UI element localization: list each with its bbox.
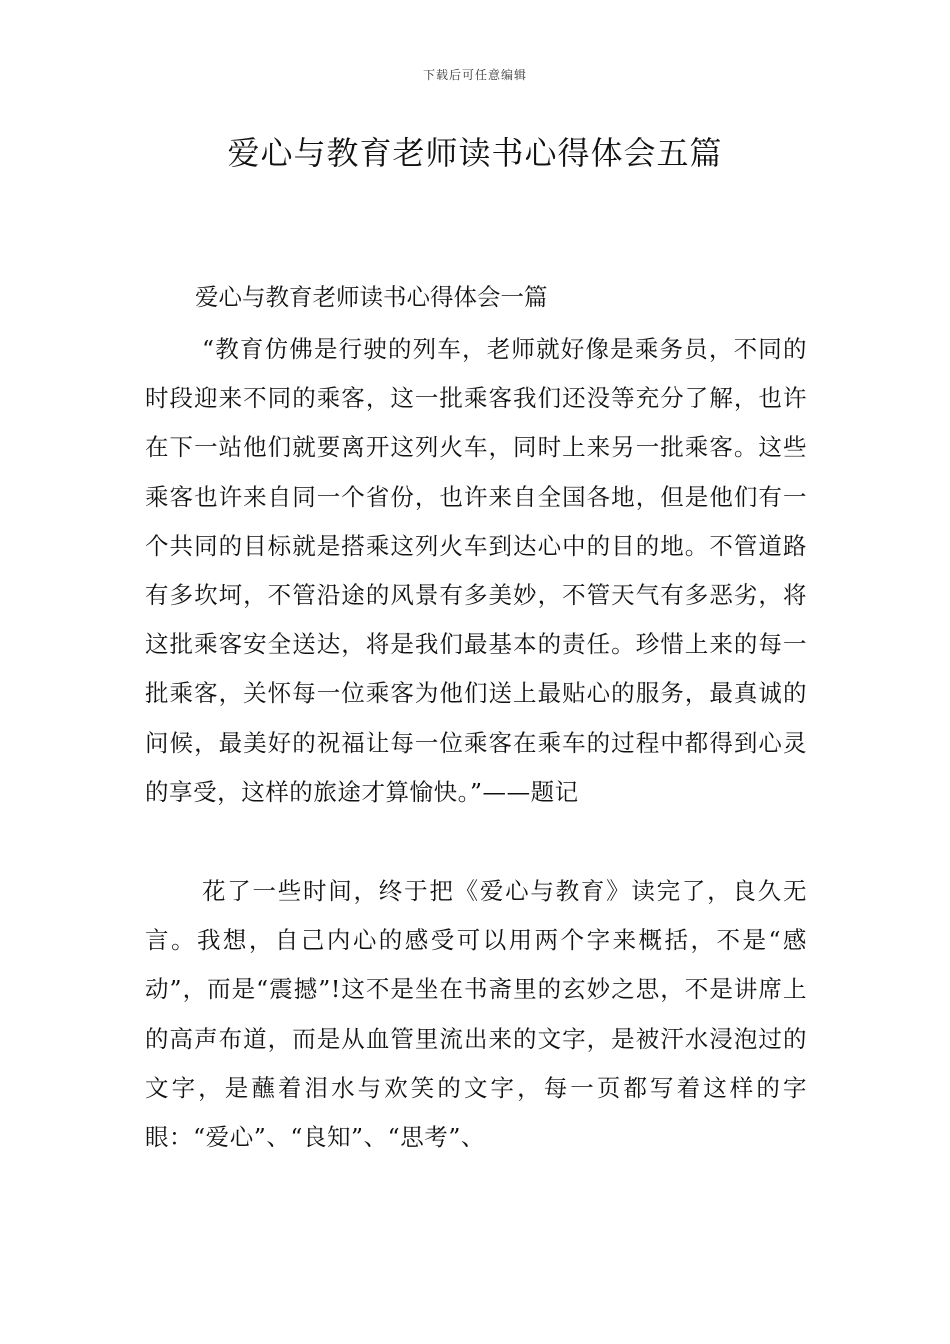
- section-heading: 爱心与教育老师读书心得体会一篇: [195, 283, 548, 311]
- paragraph-epigraph: “教育仿佛是行驶的列车，老师就好像是乘务员，不同的时段迎来不同的乘客，这一批乘客我们还没等充分了解，也许在下一站他们就要离开这列火车，同时上来另一批乘客。这些乘客也许来自同一个省份，也许来自全国各地，但是他们有一个共同的目标就是搭乘这列火车到达心中的目的地。不管道路有多坎坷，不管沿途的风景有多美妙，不管天气有多恶劣，将这批乘客安全送达，将是我们最基本的责任。珍惜上来的每一批乘客，关怀每一位乘客为他们送上最贴心的服务，最真诚的问候，最美好的祝福让每一位乘客在乘车的过程中都得到心灵的享受，这样的旅途才算愉快。”——题记: [145, 335, 807, 806]
- document-body: [145, 280, 807, 1162]
- document-title: 爱心与教育老师读书心得体会五篇: [227, 134, 723, 172]
- paragraph-reflection: 花了一些时间，终于把《爱心与教育》读完了，良久无言。我想，自己内心的感受可以用两个字来概括，不是“感动”，而是“震撼”!这不是坐在书斋里的玄妙之思，不是讲席上的高声布道，而是从血管里流出来的文字，是被汗水浸泡过的文字，是蘸着泪水与欢笑的文字，每一页都写着这样的字眼：“爱心”、“良知”、“思考”、: [145, 877, 807, 1152]
- header-note: 下载后可任意编辑: [422, 68, 527, 82]
